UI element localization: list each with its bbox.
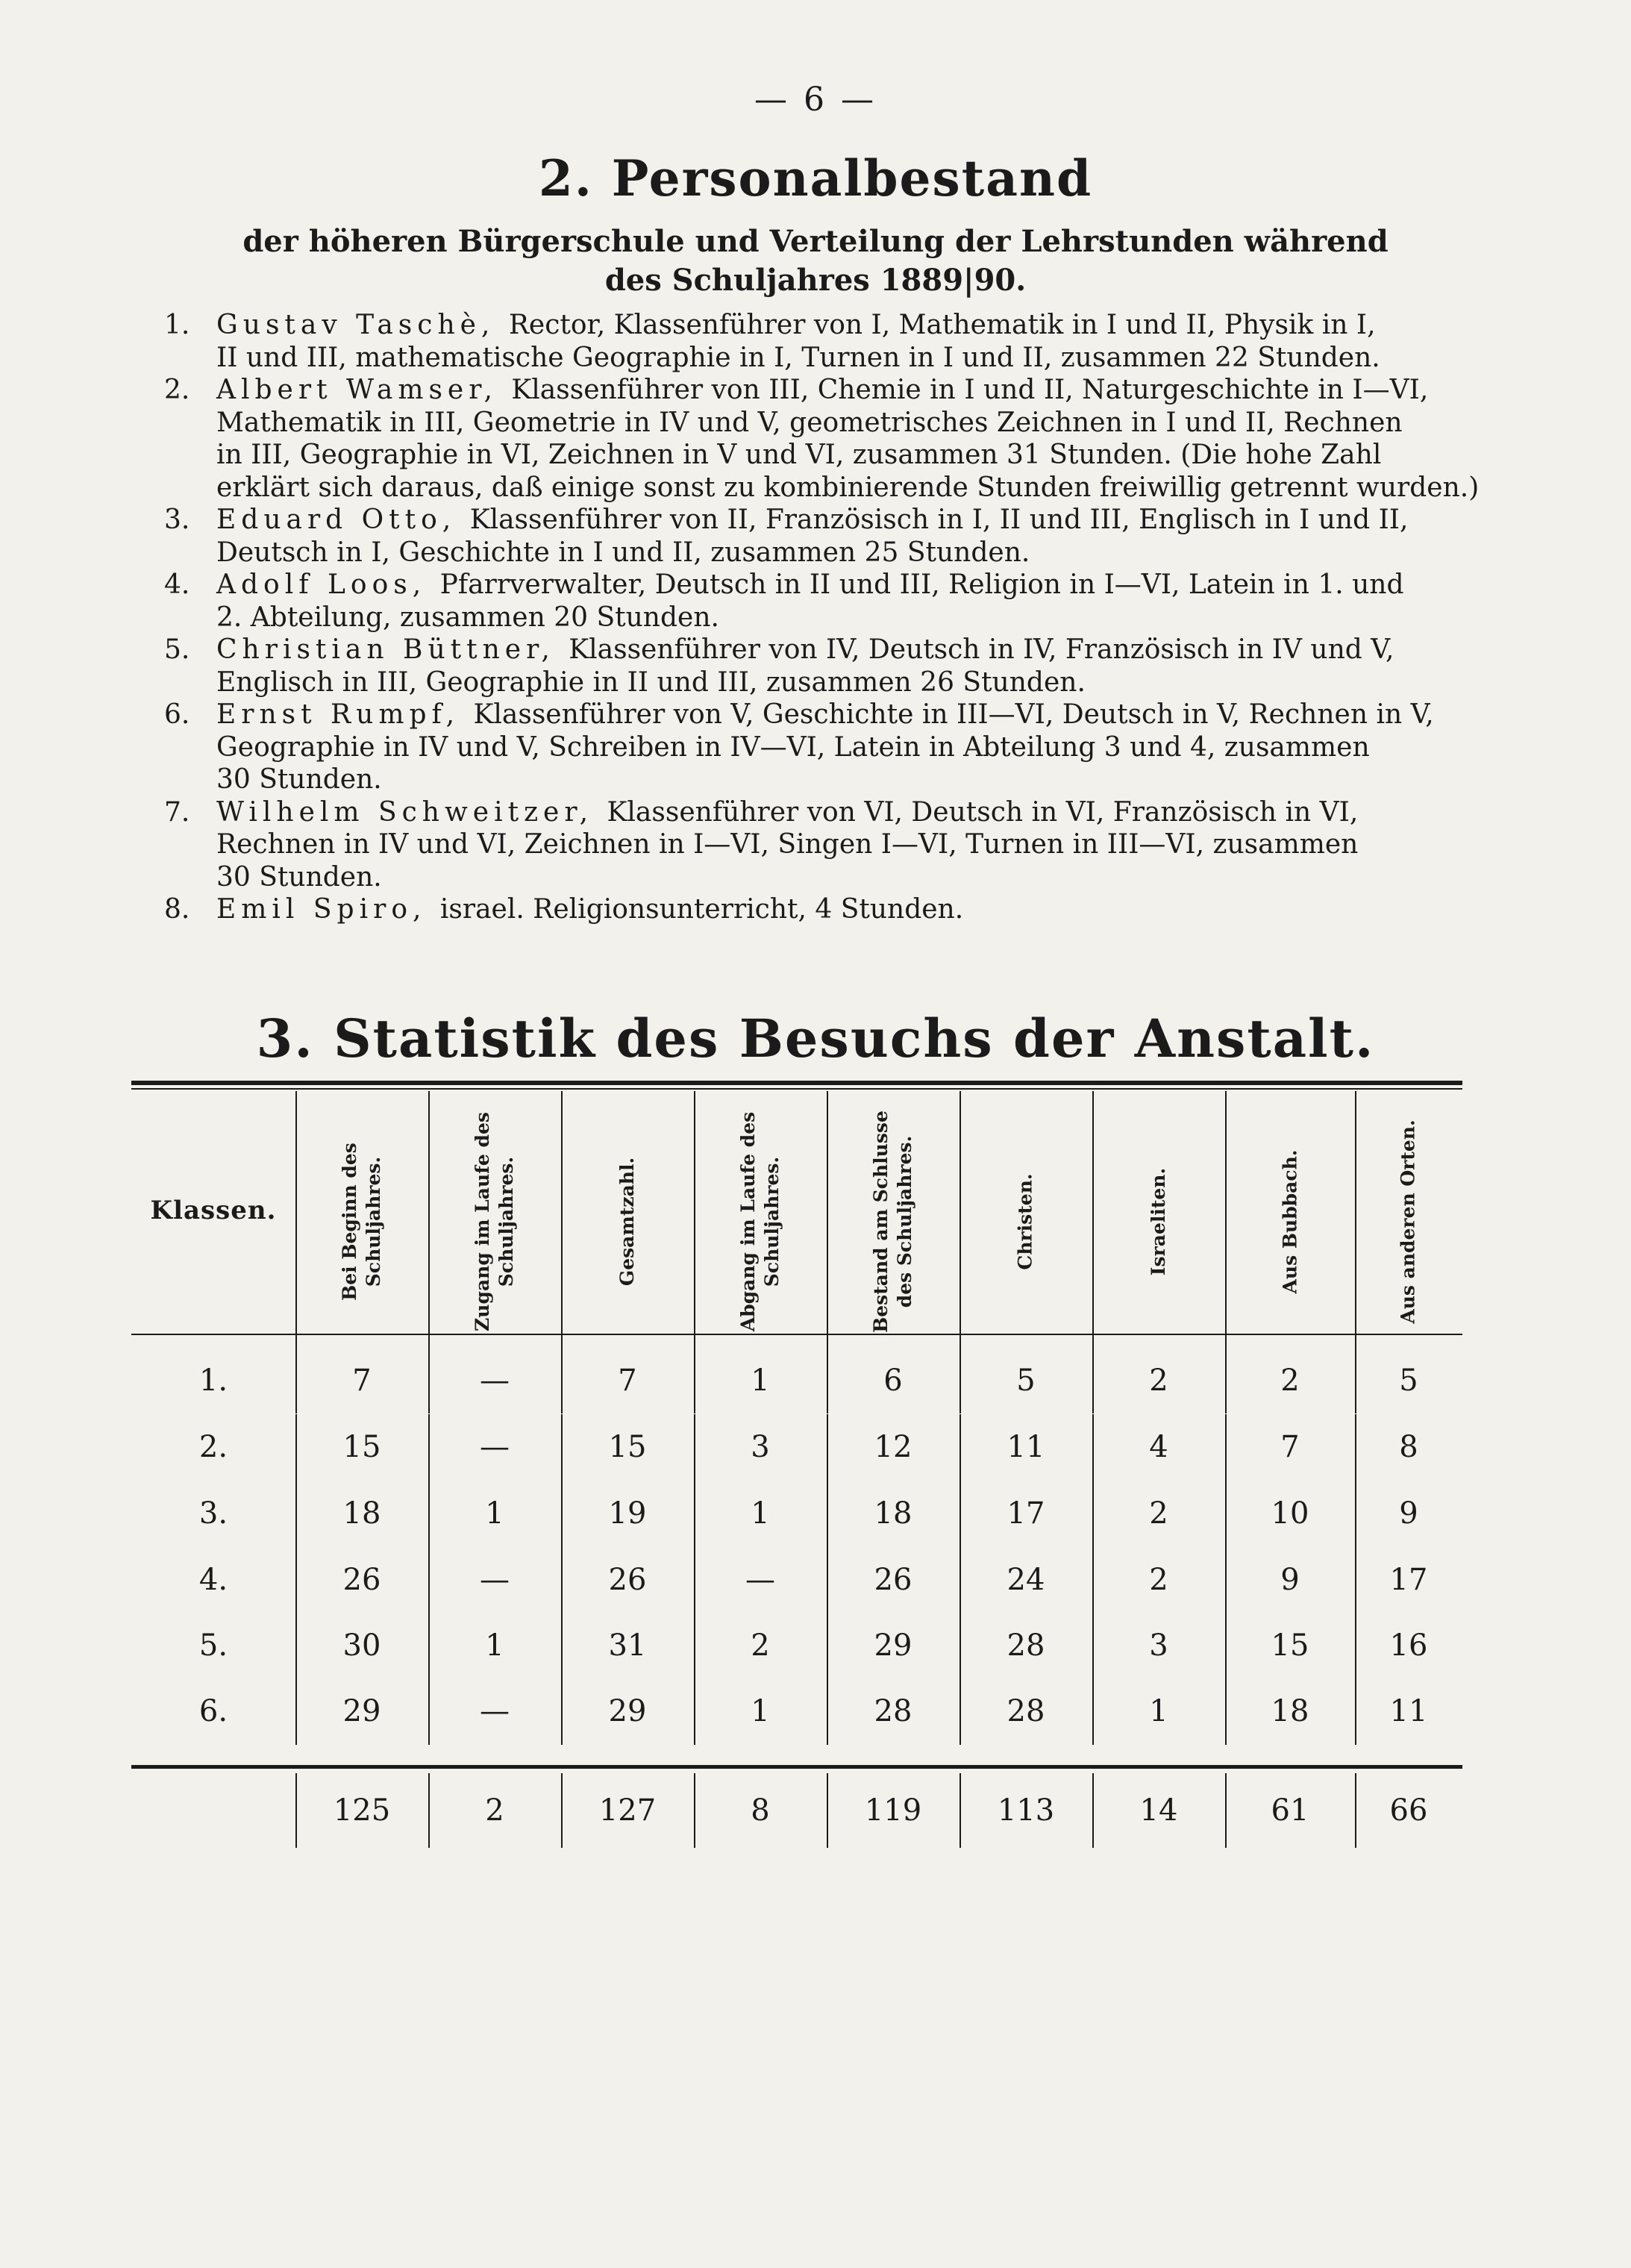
value-cell: 7 — [352, 1363, 372, 1398]
column-header-text: Christen. — [1015, 1173, 1036, 1270]
table-row — [131, 1481, 1462, 1546]
value-cell: 1 — [1149, 1694, 1168, 1728]
total-cell: 119 — [864, 1793, 922, 1828]
staff-entry-line: Wilhelm Schweitzer, Klassenführer von VI, Deutsch in VI, Französisch in VI, — [216, 796, 1359, 828]
staff-entry-number: 7. — [164, 796, 190, 828]
value-cell: 5 — [1399, 1363, 1418, 1398]
klasse-cell: 6. — [198, 1694, 228, 1728]
staff-entry-line: Gustav Taschè, Rector, Klassenführer von I, Mathematik in I und II, Physik in I, — [216, 310, 1376, 340]
klasse-cell: 3. — [198, 1496, 228, 1531]
value-cell: 2 — [1149, 1363, 1168, 1398]
statistics-table-header — [131, 1091, 1462, 1334]
staff-name: Gustav Taschè, — [216, 310, 509, 340]
staff-entry-line: Deutsch in I, Geschichte in I und II, zusammen 25 Stunden. — [216, 537, 1030, 568]
value-cell: 16 — [1389, 1628, 1428, 1663]
klasse-cell: 4. — [198, 1563, 228, 1597]
column-header-text: Bei Beginn des Schuljahres. — [339, 1143, 384, 1301]
column-header-text: Israeliten. — [1148, 1167, 1169, 1276]
table-row — [131, 1613, 1462, 1678]
staff-entry-number: 5. — [164, 634, 190, 665]
value-cell: 26 — [608, 1563, 647, 1597]
value-cell: 3 — [751, 1430, 770, 1464]
klasse-cell: 5. — [198, 1628, 228, 1663]
total-cell: 2 — [485, 1793, 504, 1828]
staff-entry-line: Englisch in III, Geographie in II und III, zusammen 26 Stunden. — [216, 666, 1086, 698]
table-row — [131, 1414, 1462, 1480]
staff-entry-line: Geographie in IV und V, Schreiben in IV—VI, Latein in Abteilung 3 und 4, zusammen — [216, 731, 1370, 763]
staff-entry — [164, 893, 1471, 926]
table-row — [131, 1547, 1462, 1613]
value-cell: 12 — [874, 1430, 912, 1464]
column-header — [959, 1099, 1092, 1345]
staff-list — [164, 309, 1480, 926]
column-header — [694, 1099, 827, 1345]
value-cell: 10 — [1271, 1496, 1309, 1531]
staff-name: Albert Wamser, — [216, 375, 512, 405]
table-header-rule — [131, 1334, 1462, 1335]
value-cell: 17 — [1007, 1496, 1045, 1531]
total-cell: 127 — [598, 1793, 657, 1828]
staff-entry-line: Christian Büttner, Klassenführer von IV, Deutsch in IV, Französisch in IV und V, — [216, 634, 1394, 665]
staff-entry — [164, 796, 1471, 894]
column-header-text: Zugang im Laufe des Schuljahres. — [472, 1112, 517, 1331]
klasse-cell: 2. — [198, 1430, 228, 1464]
column-header — [428, 1099, 561, 1345]
value-cell: 15 — [342, 1430, 381, 1464]
value-cell: 29 — [874, 1628, 912, 1663]
staff-entry — [164, 309, 1471, 374]
value-cell: 11 — [1389, 1694, 1428, 1728]
value-cell: 4 — [1149, 1430, 1168, 1464]
value-cell: 30 — [342, 1628, 381, 1663]
column-header — [1092, 1099, 1225, 1345]
value-cell: 26 — [874, 1563, 912, 1597]
value-cell: 31 — [608, 1628, 647, 1663]
value-cell: 2 — [1149, 1563, 1168, 1597]
table-totals-rule — [131, 1765, 1462, 1769]
value-cell: 28 — [1007, 1628, 1045, 1663]
value-cell: 28 — [1007, 1694, 1045, 1728]
value-cell: 2 — [751, 1628, 770, 1663]
value-cell: 15 — [608, 1430, 647, 1464]
column-header — [827, 1099, 959, 1345]
value-cell: 17 — [1389, 1563, 1428, 1597]
staff-entry-line: 30 Stunden. — [216, 764, 382, 795]
staff-entry-line: Ernst Rumpf, Klassenführer von V, Geschichte in III—VI, Deutsch in V, Rechnen in V, — [216, 699, 1434, 730]
column-header — [1225, 1099, 1355, 1345]
value-cell: 3 — [1149, 1628, 1168, 1663]
value-cell: 18 — [874, 1496, 912, 1531]
staff-entry — [164, 504, 1471, 569]
section-3-title: 3. Statistik des Besuchs der Anstalt. — [256, 1008, 1375, 1069]
staff-entry — [164, 699, 1471, 796]
value-cell: 1 — [751, 1496, 770, 1531]
staff-entry-number: 2. — [164, 375, 190, 405]
staff-entry-line: Rechnen in IV und VI, Zeichnen in I—VI, Singen I—VI, Turnen in III—VI, zusammen — [216, 829, 1359, 860]
value-cell: — — [480, 1563, 510, 1597]
value-cell: 9 — [1399, 1496, 1418, 1531]
table-top-rule-thin — [131, 1088, 1462, 1090]
total-cell: 113 — [997, 1793, 1055, 1828]
value-cell: 1 — [751, 1694, 770, 1728]
value-cell: 19 — [608, 1496, 647, 1531]
value-cell: 24 — [1007, 1563, 1045, 1597]
value-cell: 2 — [1280, 1363, 1300, 1398]
value-cell: 8 — [1399, 1430, 1418, 1464]
klasse-cell: 1. — [198, 1363, 228, 1398]
staff-entry-number: 4. — [164, 569, 190, 600]
staff-name: Eduard Otto, — [216, 504, 470, 535]
column-header — [295, 1099, 428, 1345]
value-cell: 7 — [1280, 1430, 1300, 1464]
page-number: — 6 — — [754, 81, 877, 119]
staff-entry-number: 6. — [164, 699, 190, 730]
table-row — [131, 1348, 1462, 1413]
value-cell: 29 — [608, 1694, 647, 1728]
staff-entry — [164, 634, 1471, 699]
staff-entry — [164, 374, 1480, 504]
column-header-text: Gesamtzahl. — [616, 1157, 638, 1287]
staff-entry-number: 3. — [164, 504, 190, 535]
value-cell: 1 — [751, 1363, 770, 1398]
staff-entry-number: 8. — [164, 894, 190, 925]
value-cell: — — [745, 1563, 775, 1597]
staff-entry-line: Emil Spiro, israel. Religionsunterricht, 4 Stunden. — [216, 894, 964, 925]
staff-entry-line: Adolf Loos, Pfarrverwalter, Deutsch in II und III, Religion in I—VI, Latein in 1. und — [216, 569, 1404, 600]
column-header-text: Abgang im Laufe des Schuljahres. — [737, 1111, 783, 1332]
staff-name: Emil Spiro, — [216, 894, 440, 925]
value-cell: 18 — [342, 1496, 381, 1531]
total-cell: 8 — [751, 1793, 770, 1828]
value-cell: 2 — [1149, 1496, 1168, 1531]
value-cell: 15 — [1271, 1628, 1309, 1663]
value-cell: 11 — [1007, 1430, 1045, 1464]
staff-entry-line: II und III, mathematische Geographie in I, Turnen in I und II, zusammen 22 Stunden. — [216, 342, 1380, 373]
staff-entry-line: Albert Wamser, Klassenführer von III, Chemie in I und II, Naturgeschichte in I—VI, — [216, 375, 1429, 405]
value-cell: 28 — [874, 1694, 912, 1728]
staff-entry-line: in III, Geographie in VI, Zeichnen in V und VI, zusammen 31 Stunden. (Die hohe Zahl — [216, 440, 1382, 470]
column-header — [561, 1099, 694, 1345]
table-totals-row — [131, 1773, 1462, 1848]
value-cell: 26 — [342, 1563, 381, 1597]
value-cell: 29 — [342, 1694, 381, 1728]
column-header — [1355, 1099, 1462, 1345]
value-cell: 1 — [485, 1628, 504, 1663]
value-cell: — — [480, 1363, 510, 1398]
section-2-title: 2. Personalbestand — [538, 149, 1093, 207]
staff-name: Wilhelm Schweitzer, — [216, 796, 607, 828]
value-cell: 18 — [1271, 1694, 1309, 1728]
value-cell: — — [480, 1430, 510, 1464]
value-cell: 9 — [1280, 1563, 1300, 1597]
table-top-rule — [131, 1081, 1462, 1085]
staff-entry-line: Eduard Otto, Klassenführer von II, Französisch in I, II und III, Englisch in I und II, — [216, 504, 1409, 535]
staff-entry-number: 1. — [164, 310, 190, 340]
column-header-text: Aus Bubbach. — [1279, 1149, 1301, 1294]
staff-entry-line: 30 Stunden. — [216, 861, 382, 893]
value-cell: 5 — [1016, 1363, 1036, 1398]
staff-entry-line: Mathematik in III, Geometrie in IV und V, geometrisches Zeichnen in I und II, Rechnen — [216, 407, 1403, 438]
value-cell: 1 — [485, 1496, 504, 1531]
value-cell: 7 — [618, 1363, 637, 1398]
value-cell: 6 — [883, 1363, 903, 1398]
staff-entry-line: 2. Abteilung, zusammen 20 Stunden. — [216, 602, 719, 633]
total-cell: 14 — [1139, 1793, 1178, 1828]
klassen-header: Klassen. — [150, 1196, 277, 1225]
staff-entry — [164, 569, 1471, 634]
staff-entry-line: erklärt sich daraus, daß einige sonst zu kombinierende Stunden freiwillig getrennt wurden.) — [216, 472, 1480, 503]
total-cell: 125 — [333, 1793, 391, 1828]
staff-name: Ernst Rumpf, — [216, 699, 474, 730]
staff-name: Christian Büttner, — [216, 634, 569, 665]
table-row — [131, 1678, 1462, 1744]
staff-name: Adolf Loos, — [216, 569, 440, 600]
column-header-text: Aus anderen Orten. — [1397, 1119, 1420, 1324]
value-cell: — — [480, 1694, 510, 1728]
total-cell: 61 — [1271, 1793, 1309, 1828]
column-header-text: Bestand am Schlusse des Schuljahres. — [870, 1110, 916, 1333]
section-2-subtitle-line-1: der höheren Bürgerschule und Verteilung der Lehrstunden während — [242, 224, 1389, 259]
total-cell: 66 — [1389, 1793, 1428, 1828]
section-2-subtitle-line-2: des Schuljahres 1889|90. — [604, 263, 1027, 298]
